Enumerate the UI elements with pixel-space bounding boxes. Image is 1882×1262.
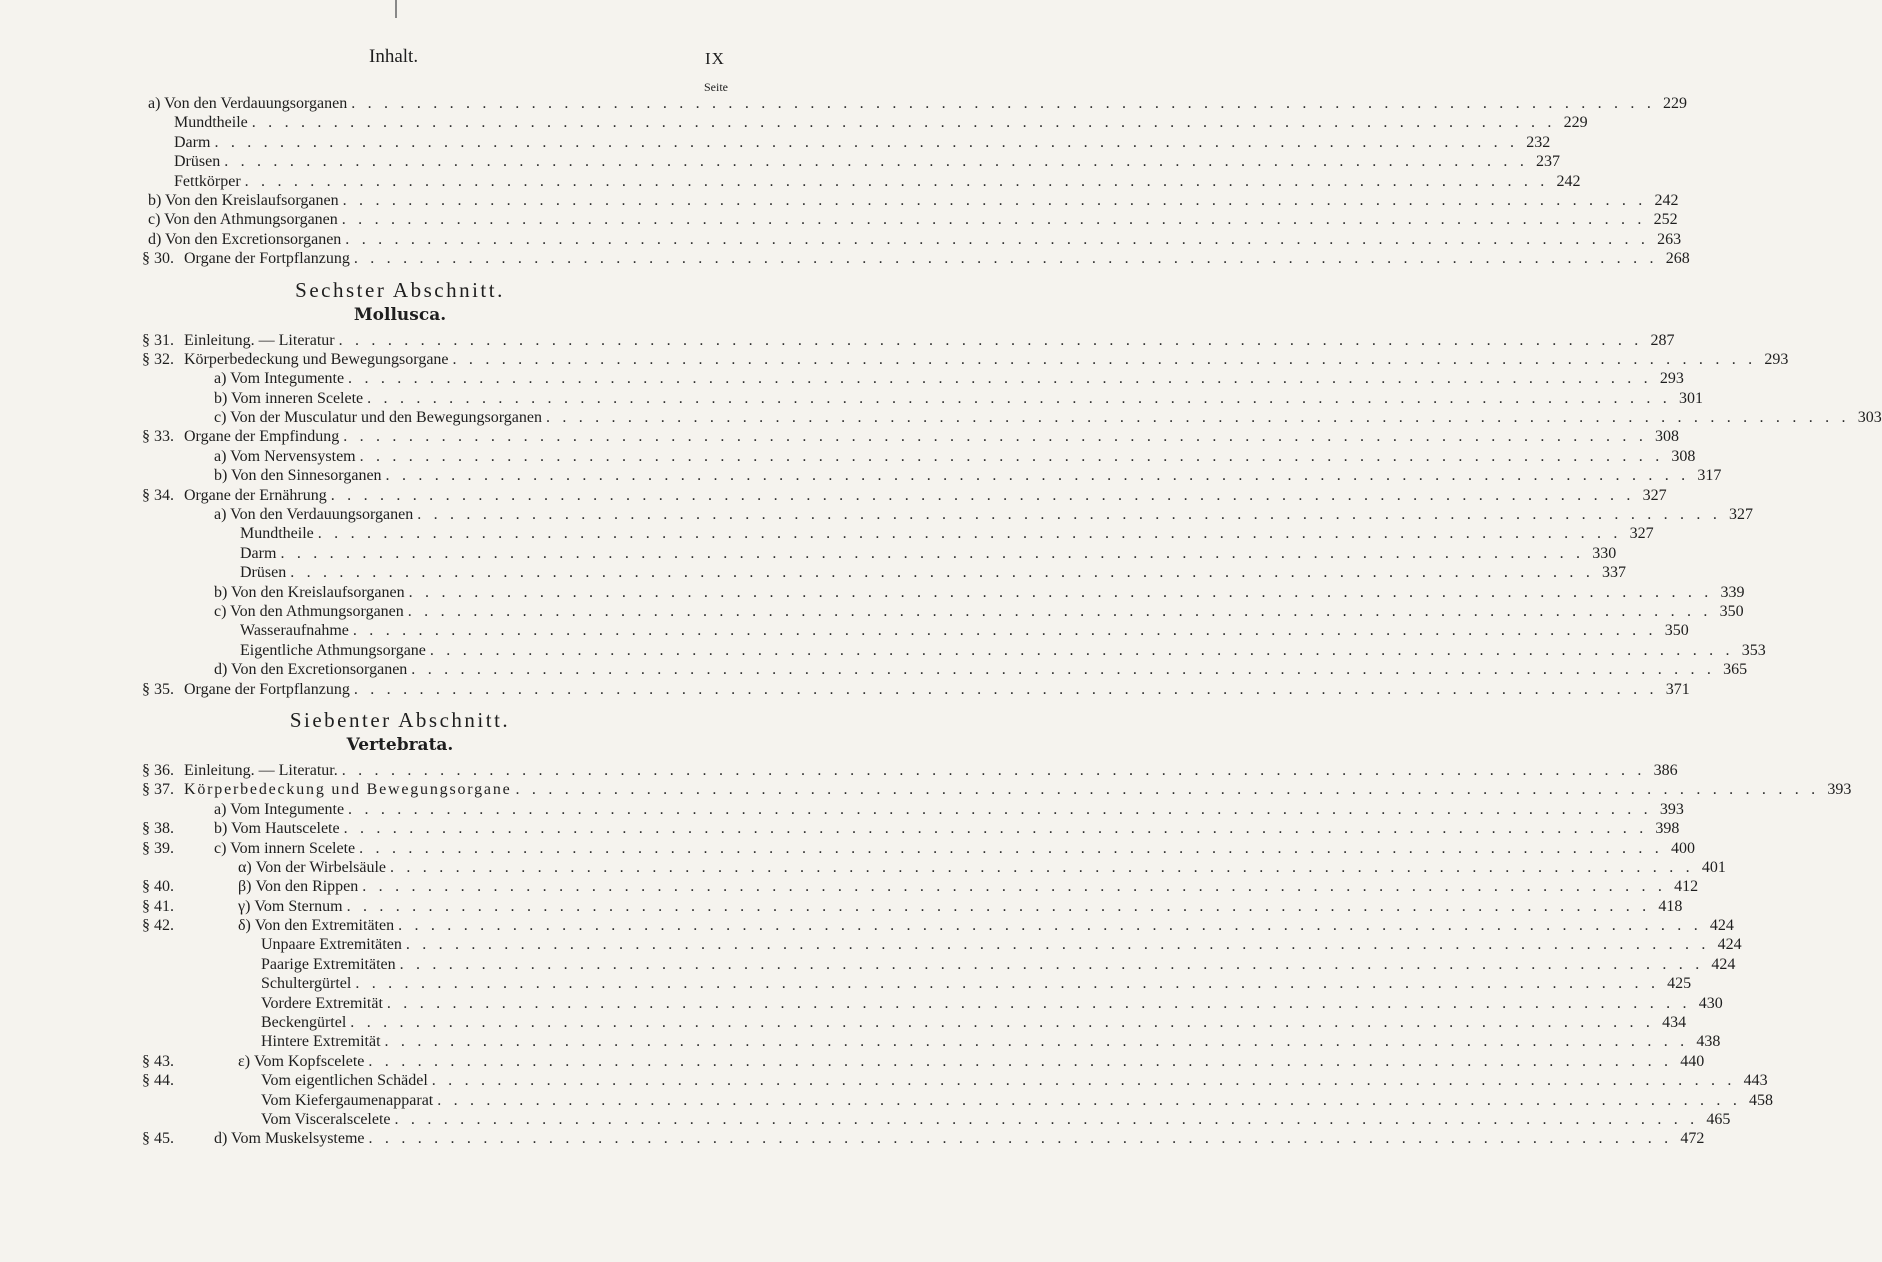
entry-page-number: 308 (1655, 428, 1680, 446)
entry-title: Schultergürtel (261, 975, 352, 993)
toc-entry (0, 389, 1703, 408)
dot-leader: . . . . . . . . . . . . . . . . . . . . . . . . . . . . . . . . . . . . . . . . . . . . . . . . . . . . . . . . . . . . . . . . . . . . . . . . . . . . . . . . (399, 955, 1704, 973)
toc-entry (0, 505, 1754, 524)
entry-title: δ) Von den Extremitäten (238, 917, 395, 935)
toc-entry (0, 466, 1722, 485)
dot-leader: . . . . . . . . . . . . . . . . . . . . . . . . . . . . . . . . . . . . . . . . . . . . . . . . . . . . . . . . . . . . . . . . . . . . . . . . . . . . . . . . (343, 820, 1648, 838)
entry-page-number: 465 (1706, 1110, 1731, 1128)
entry-line (174, 172, 1581, 191)
entry-page-number: 327 (1729, 506, 1754, 524)
entry-title: Drüsen (174, 153, 221, 171)
dot-leader: . . . . . . . . . . . . . . . . . . . . . . . . . . . . . . . . . . . . . . . . . . . . . . . . . . . . . . . . . . . . . . . . . . . . . . . . . . . . . . . . (398, 917, 1702, 935)
entry-title: Beckengürtel (261, 1014, 347, 1032)
toc-entry (0, 583, 1745, 602)
entry-line (214, 466, 1722, 485)
entry-line (238, 916, 1734, 935)
dot-leader: . . . . . . . . . . . . . . . . . . . . . . . . . . . . . . . . . . . . . . . . . . . . . . . . . . . . . . . . . . . . . . . . . . . . . . . . . . . . . . . . (290, 564, 1595, 582)
toc-entry (0, 210, 1678, 229)
entry-line (148, 230, 1682, 249)
toc-entry (0, 955, 1736, 974)
entry-page-number: 458 (1749, 1091, 1774, 1109)
entry-title: Wasseraufnahme (240, 622, 349, 640)
dot-leader: . . . . . . . . . . . . . . . . . . . . . . . . . . . . . . . . . . . . . . . . . . . . . . . . . . . . . . . . . . . . . . . . . . . . . . . . . . . . . . . . (431, 1072, 1736, 1090)
dot-leader: . . . . . . . . . . . . . . . . . . . . . . . . . . . . . . . . . . . . . . . . . . . . . . . . . . . . . . . . . . . . . . . . . . . . . . . . . . . . . . . . (368, 1130, 1673, 1148)
entry-page-number: 424 (1711, 955, 1736, 973)
entry-line (214, 408, 1882, 427)
page-title: Inhalt. (369, 46, 419, 67)
entry-page-number: 350 (1719, 602, 1744, 620)
entry-page-number: 263 (1657, 230, 1682, 248)
entry-page-number: 293 (1659, 370, 1684, 388)
entry-line (214, 369, 1684, 388)
entry-title: Mundtheile (174, 114, 248, 132)
entry-page-number: 424 (1709, 917, 1734, 935)
dot-leader: . . . . . . . . . . . . . . . . . . . . . . . . . . . . . . . . . . . . . . . . . . . . . . . . . . . . . . . . . . . . . . . . . . . . . . . . . . . . . . . . (390, 858, 1694, 876)
section-number: § 30. (142, 250, 174, 268)
seite-column-label: Seite (704, 80, 728, 94)
section-number: § 37. (142, 781, 174, 799)
toc-entry (0, 544, 1617, 563)
toc-entry (0, 780, 1852, 799)
entry-title: a) Von den Verdauungsorganen (148, 95, 348, 112)
toc-entry (0, 133, 1551, 152)
toc-entry (0, 1110, 1731, 1129)
section-heading: Sechster Abschnitt. (295, 277, 505, 302)
dot-leader: . . . . . . . . . . . . . . . . . . . . . . . . . . . . . . . . . . . . . . . . . . . . . . . . . . . . . . . . . . . . . . . . . . . . . . . . . . . . . . . . (411, 661, 1716, 679)
entry-line (184, 427, 1680, 446)
dot-leader: . . . . . . . . . . . . . . . . . . . . . . . . . . . . . . . . . . . . . . . . . . . . . . . . . . . . . . . . . . . . . . . . . . . . . . . . . . . . . . . . (343, 428, 1648, 446)
entry-line (214, 602, 1744, 621)
dot-leader: . . . . . . . . . . . . . . . . . . . . . . . . . . . . . . . . . . . . . . . . . . . . . . . . . . . . . . . . . . . . . . . . . . . . . . . . . . . . . . . . (350, 1014, 1655, 1032)
entry-page-number: 229 (1663, 95, 1688, 112)
dot-leader: . . . . . . . . . . . . . . . . . . . . . . . . . . . . . . . . . . . . . . . . . . . . . . . . . . . . . . . . . . . . . . . . . . . . . . . . . . . . . . . . (317, 525, 1622, 543)
entry-line (184, 680, 1690, 699)
entry-page-number: 424 (1717, 936, 1742, 954)
toc-entry (0, 1091, 1774, 1110)
entry-title: c) Vom innern Scelete (214, 839, 356, 857)
dot-leader: . . . . . . . . . . . . . . . . . . . . . . . . . . . . . . . . . . . . . . . . . . . . . . . . . . . . . . . . . . . . . . . . . . . . . . . . . . . . . . . . (384, 1033, 1689, 1051)
dot-leader: . . . . . . . . . . . . . . . . . . . . . . . . . . . . . . . . . . . . . . . . . . . . . . . . . . . . . . . . . . . . . . . . . . . . . . . . . . . . . . . . (355, 975, 1660, 993)
dot-leader: . . . . . . . . . . . . . . . . . . . . . . . . . . . . . . . . . . . . . . . . . . . . . . . . . . . . . . . . . . . . . . . . . . . . . . . . . . . . . . . . (352, 622, 1657, 640)
entry-title: Vom eigentlichen Schädel (261, 1072, 428, 1090)
section-subheading: Vertebrata. (346, 734, 454, 755)
entry-page-number: 418 (1658, 897, 1683, 915)
entry-line (240, 563, 1627, 582)
entry-line (214, 583, 1745, 602)
toc-entry (0, 621, 1689, 640)
toc-entry (0, 839, 1695, 858)
entry-line (214, 447, 1696, 466)
entry-line (261, 1032, 1721, 1051)
entry-line (148, 210, 1678, 229)
dot-leader: . . . . . . . . . . . . . . . . . . . . . . . . . . . . . . . . . . . . . . . . . . . . . . . . . . . . . . . . . . . . . . . . . . . . . . . . . . . . . . . . (280, 544, 1585, 562)
toc-entry (0, 408, 1882, 427)
entry-title: b) Vom Hautscelete (214, 820, 340, 838)
toc-entry (0, 427, 1680, 446)
entry-title: Vordere Extremität (261, 994, 383, 1012)
toc-entry (0, 249, 1690, 268)
toc-entry (0, 1071, 1768, 1090)
dot-leader: . . . . . . . . . . . . . . . . . . . . . . . . . . . . . . . . . . . . . . . . . . . . . . . . . . . . . . . . . . . . . . . . . . . . . . . . . . . . . . . . (351, 95, 1656, 112)
entry-page-number: 242 (1556, 172, 1581, 190)
page-number: IX (705, 49, 725, 68)
section-number: § 33. (142, 428, 174, 446)
dot-leader: . . . . . . . . . . . . . . . . . . . . . . . . . . . . . . . . . . . . . . . . . . . . . . . . . . . . . . . . . . . . . . . . . . . . . . . . . . . . . . . . (386, 994, 1691, 1012)
section-number: § 38. (142, 820, 174, 838)
entry-title: Vom Kiefergaumenapparat (261, 1091, 434, 1109)
section-number: § 35. (142, 680, 174, 698)
section-heading: Siebenter Abschnitt. (289, 707, 511, 732)
entry-title: Mundtheile (240, 525, 314, 543)
dot-leader: . . . . . . . . . . . . . . . . . . . . . . . . . . . . . . . . . . . . . . . . . . . . . . . . . . . . . . . . . . . . . . . . . . . . . . . . . . . . . . . . (407, 602, 1712, 620)
entry-title: Paarige Extremitäten (261, 955, 396, 973)
toc-entry (0, 113, 1588, 132)
dot-leader: . . . . . . . . . . . . . . . . . . . . . . . . . . . . . . . . . . . . . . . . . . . . . . . . . . . . . . . . . . . . . . . . . . . . . . . . . . . . . . . . (214, 133, 1519, 151)
toc-entry (0, 680, 1690, 699)
toc-entry (0, 877, 1699, 896)
entry-line (214, 660, 1748, 679)
dot-leader: . . . . . . . . . . . . . . . . . . . . . . . . . . . . . . . . . . . . . . . . . . . . . . . . . . . . . . . . . . . . . . . . . . . . . . . . . . . . . . . . (417, 506, 1722, 524)
entry-title: Darm (174, 133, 211, 151)
entry-title: a) Vom Nervensystem (214, 447, 356, 465)
entry-page-number: 440 (1680, 1052, 1705, 1070)
toc-entry (0, 191, 1679, 210)
entry-line (238, 1052, 1705, 1071)
entry-title: β) Von den Rippen (238, 878, 359, 896)
entry-line (214, 800, 1684, 819)
dot-leader: . . . . . . . . . . . . . . . . . . . . . . . . . . . . . . . . . . . . . . . . . . . . . . . . . . . . . . . . . . . . . . . . . . . . . . . . . . . . . . . . (437, 1091, 1742, 1109)
entry-page-number: 229 (1563, 114, 1588, 132)
section-number: § 42. (142, 917, 174, 935)
toc-entry (0, 1129, 1705, 1148)
entry-title: Vom Visceralscelete (261, 1110, 391, 1128)
entry-line (184, 486, 1667, 505)
section-subheading: Mollusca. (353, 304, 447, 325)
entry-title: ε) Vom Kopfscelete (238, 1052, 365, 1070)
section-number: § 41. (142, 897, 174, 915)
entry-page-number: 412 (1674, 878, 1699, 896)
entry-page-number: 237 (1536, 153, 1561, 171)
entry-page-number: 317 (1697, 467, 1722, 485)
toc-entry (0, 897, 1683, 916)
entry-page-number: 242 (1654, 191, 1679, 209)
dot-leader: . . . . . . . . . . . . . . . . . . . . . . . . . . . . . . . . . . . . . . . . . . . . . . . . . . . . . . . . . . . . . . . . . . . . . . . . . . . . . . . . (353, 250, 1658, 268)
dot-leader: . . . . . . . . . . . . . . . . . . . . . . . . . . . . . . . . . . . . . . . . . . . . . . . . . . . . . . . . . . . . . . . . . . . . . . . . . . . . . . . . (345, 230, 1650, 248)
toc-entry (0, 152, 1561, 171)
entry-title: Körperbedeckung und Bewegungsorgane (184, 350, 449, 368)
entry-page-number: 425 (1667, 975, 1692, 993)
toc-entry (0, 447, 1696, 466)
entry-page-number: 339 (1720, 583, 1745, 601)
entry-line (214, 1129, 1705, 1148)
entry-line (214, 839, 1695, 858)
entry-title: Organe der Fortpflanzung (184, 250, 350, 268)
toc-entry (0, 819, 1680, 838)
dot-leader: . . . . . . . . . . . . . . . . . . . . . . . . . . . . . . . . . . . . . . . . . . . . . . . . . . . . . . . . . . . . . . . . . . . . . . . . . . . . . . . . (330, 486, 1635, 504)
dot-leader: . . . . . . . . . . . . . . . . . . . . . . . . . . . . . . . . . . . . . . . . . . . . . . . . . . . . . . . . . . . . . . . . . . . . . . . . . . . . . . . . (224, 153, 1529, 171)
dot-leader: . . . . . . . . . . . . . . . . . . . . . . . . . . . . . . . . . . . . . . . . . . . . . . . . . . . . . . . . . . . . . . . . . . . . . . . . . . . . . . . . (515, 781, 1820, 799)
entry-title: Fettkörper (174, 172, 241, 190)
section-number: § 34. (142, 486, 174, 504)
dot-leader: . . . . . . . . . . . . . . . . . . . . . . . . . . . . . . . . . . . . . . . . . . . . . . . . . . . . . . . . . . . . . . . . . . . . . . . . . . . . . . . . (348, 370, 1652, 388)
entry-title: Organe der Empfindung (184, 428, 340, 446)
entry-title: Organe der Fortpflanzung (184, 680, 350, 698)
entry-page-number: 386 (1653, 761, 1678, 779)
dot-leader: . . . . . . . . . . . . . . . . . . . . . . . . . . . . . . . . . . . . . . . . . . . . . . . . . . . . . . . . . . . . . . . . . . . . . . . . . . . . . . . . (244, 172, 1549, 190)
toc-entry (0, 172, 1581, 191)
toc-entry (0, 331, 1675, 350)
entry-line (261, 994, 1723, 1013)
entry-title: a) Von den Verdauungsorganen (214, 506, 414, 524)
dot-leader: . . . . . . . . . . . . . . . . . . . . . . . . . . . . . . . . . . . . . . . . . . . . . . . . . . . . . . . . . . . . . . . . . . . . . . . . . . . . . . . . (338, 331, 1643, 349)
dot-leader: . . . . . . . . . . . . . . . . . . . . . . . . . . . . . . . . . . . . . . . . . . . . . . . . . . . . . . . . . . . . . . . . . . . . . . . . . . . . . . . . (394, 1110, 1699, 1128)
entry-title: Körperbedeckung und Bewegungsorgane (184, 781, 512, 799)
entry-title: Drüsen (240, 564, 287, 582)
toc-entry (0, 994, 1723, 1013)
entry-line (174, 133, 1551, 152)
entry-title: Organe der Ernährung (184, 486, 327, 504)
entry-line (214, 505, 1754, 524)
section-number: § 36. (142, 761, 174, 779)
section-number: § 40. (142, 878, 174, 896)
entry-line (240, 641, 1766, 660)
toc-entry (0, 916, 1734, 935)
entry-line (261, 1110, 1731, 1129)
dot-leader: . . . . . . . . . . . . . . . . . . . . . . . . . . . . . . . . . . . . . . . . . . . . . . . . . . . . . . . . . . . . . . . . . . . . . . . . . . . . . . . . (341, 761, 1646, 779)
entry-page-number: 327 (1629, 525, 1654, 543)
dot-leader: . . . . . . . . . . . . . . . . . . . . . . . . . . . . . . . . . . . . . . . . . . . . . . . . . . . . . . . . . . . . . . . . . . . . . . . . . . . . . . . . (429, 641, 1734, 659)
entry-title: Einleitung. — Literatur. (184, 761, 338, 779)
entry-line (214, 819, 1680, 838)
toc-entry (0, 761, 1678, 780)
entry-line (240, 544, 1617, 563)
entry-title: b) Von den Kreislaufsorganen (148, 191, 339, 209)
entry-page-number: 371 (1665, 680, 1690, 698)
toc-entry (0, 800, 1684, 819)
section-number: § 44. (142, 1072, 174, 1090)
entry-title: b) Von den Kreislaufsorganen (214, 583, 405, 601)
dot-leader: . . . . . . . . . . . . . . . . . . . . . . . . . . . . . . . . . . . . . . . . . . . . . . . . . . . . . . . . . . . . . . . . . . . . . . . . . . . . . . . . (251, 114, 1556, 132)
entry-page-number: 434 (1662, 1014, 1687, 1032)
table-of-contents (0, 94, 1882, 1149)
entry-line (174, 152, 1561, 171)
entry-page-number: 365 (1723, 661, 1748, 679)
toc-entry (0, 1052, 1705, 1071)
entry-page-number: 287 (1650, 331, 1675, 349)
entry-page-number: 430 (1698, 994, 1723, 1012)
entry-title: a) Vom Integumente (214, 370, 345, 388)
entry-line (261, 1071, 1768, 1090)
entry-page-number: 293 (1764, 350, 1789, 368)
entry-line (184, 780, 1852, 799)
entry-title: α) Von der Wirbelsäule (238, 858, 386, 876)
dot-leader: . . . . . . . . . . . . . . . . . . . . . . . . . . . . . . . . . . . . . . . . . . . . . . . . . . . . . . . . . . . . . . . . . . . . . . . . . . . . . . . . (359, 839, 1663, 857)
entry-line (261, 1091, 1774, 1110)
dot-leader: . . . . . . . . . . . . . . . . . . . . . . . . . . . . . . . . . . . . . . . . . . . . . . . . . . . . . . . . . . . . . . . . . . . . . . . . . . . . . . . . (353, 680, 1658, 698)
entry-line (261, 955, 1736, 974)
toc-entry (0, 1013, 1687, 1032)
entry-line (148, 191, 1679, 210)
entry-title: Eigentliche Athmungsorgane (240, 641, 426, 659)
dot-leader: . . . . . . . . . . . . . . . . . . . . . . . . . . . . . . . . . . . . . . . . . . . . . . . . . . . . . . . . . . . . . . . . . . . . . . . . . . . . . . . . (367, 389, 1671, 407)
entry-title: d) Vom Muskelsysteme (214, 1130, 365, 1148)
entry-line (261, 935, 1742, 954)
toc-entry (0, 641, 1766, 660)
entry-line (238, 897, 1683, 916)
dot-leader: . . . . . . . . . . . . . . . . . . . . . . . . . . . . . . . . . . . . . . . . . . . . . . . . . . . . . . . . . . . . . . . . . . . . . . . . . . . . . . . . (385, 467, 1690, 485)
entry-title: d) Von den Excretionsorganen (148, 230, 342, 248)
entry-page-number: 252 (1653, 211, 1678, 229)
entry-title: a) Vom Integumente (214, 800, 345, 818)
entry-title: γ) Vom Sternum (238, 897, 343, 915)
dot-leader: . . . . . . . . . . . . . . . . . . . . . . . . . . . . . . . . . . . . . . . . . . . . . . . . . . . . . . . . . . . . . . . . . . . . . . . . . . . . . . . . (452, 350, 1757, 368)
entry-page-number: 301 (1678, 389, 1703, 407)
toc-entry (0, 935, 1742, 954)
toc-entry (0, 350, 1789, 369)
toc-entry (0, 974, 1692, 993)
entry-title: b) Von den Sinnesorganen (214, 467, 382, 485)
entry-title: Unpaare Extremitäten (261, 936, 402, 954)
section-number: § 32. (142, 350, 174, 368)
entry-line (148, 94, 1688, 113)
entry-line (240, 621, 1689, 640)
entry-page-number: 401 (1701, 858, 1726, 876)
entry-line (184, 331, 1675, 350)
entry-line (184, 350, 1789, 369)
section-number: § 31. (142, 331, 174, 349)
margin-mark (395, 0, 397, 18)
toc-entry (0, 602, 1744, 621)
toc-entry (0, 369, 1684, 388)
entry-page-number: 472 (1680, 1130, 1705, 1148)
dot-leader: . . . . . . . . . . . . . . . . . . . . . . . . . . . . . . . . . . . . . . . . . . . . . . . . . . . . . . . . . . . . . . . . . . . . . . . . . . . . . . . . (341, 211, 1646, 229)
entry-page-number: 393 (1659, 800, 1684, 818)
entry-page-number: 443 (1743, 1072, 1768, 1090)
entry-title: c) Von der Musculatur und den Bewegungsorganen (214, 409, 542, 427)
toc-entry (0, 524, 1654, 543)
entry-line (261, 1013, 1687, 1032)
entry-title: c) Von den Athmungsorganen (148, 211, 338, 229)
entry-title: c) Von den Athmungsorganen (214, 602, 404, 620)
entry-line (174, 113, 1588, 132)
section-number: § 43. (142, 1052, 174, 1070)
entry-page-number: 337 (1602, 564, 1627, 582)
entry-line (240, 524, 1654, 543)
toc-entry (0, 858, 1726, 877)
toc-entry (0, 230, 1682, 249)
dot-leader: . . . . . . . . . . . . . . . . . . . . . . . . . . . . . . . . . . . . . . . . . . . . . . . . . . . . . . . . . . . . . . . . . . . . . . . . . . . . . . . . (348, 800, 1652, 818)
toc-entry (0, 1032, 1721, 1051)
dot-leader: . . . . . . . . . . . . . . . . . . . . . . . . . . . . . . . . . . . . . . . . . . . . . . . . . . . . . . . . . . . . . . . . . . . . . . . . . . . . . . . . (359, 447, 1664, 465)
dot-leader: . . . . . . . . . . . . . . . . . . . . . . . . . . . . . . . . . . . . . . . . . . . . . . . . . . . . . . . . . . . . . . . . . . . . . . . . . . . . . . . . (368, 1052, 1673, 1070)
entry-line (184, 249, 1690, 268)
entry-line (261, 974, 1692, 993)
toc-entry (0, 486, 1667, 505)
entry-page-number: 438 (1696, 1033, 1721, 1051)
entry-page-number: 398 (1655, 820, 1680, 838)
toc-entry (0, 563, 1627, 582)
entry-page-number: 393 (1827, 781, 1852, 799)
section-number: § 45. (142, 1130, 174, 1148)
toc-entry (0, 94, 1688, 113)
page-header (0, 46, 800, 74)
entry-page-number: 303 (1857, 409, 1882, 427)
entry-title: Darm (240, 544, 277, 562)
dot-leader: . . . . . . . . . . . . . . . . . . . . . . . . . . . . . . . . . . . . . . . . . . . . . . . . . . . . . . . . . . . . . . . . . . . . . . . . . . . . . . . . (408, 583, 1713, 601)
entry-title: Hintere Extremität (261, 1033, 381, 1051)
toc-entry (0, 660, 1748, 679)
dot-leader: . . . . . . . . . . . . . . . . . . . . . . . . . . . . . . . . . . . . . . . . . . . . . . . . . . . . . . . . . . . . . . . . . . . . . . . . . . . . . . . . (342, 191, 1647, 209)
entry-line (238, 877, 1699, 896)
entry-line (238, 858, 1726, 877)
entry-page-number: 350 (1664, 622, 1689, 640)
entry-page-number: 308 (1671, 447, 1696, 465)
entry-page-number: 268 (1665, 250, 1690, 268)
entry-title: d) Von den Excretionsorganen (214, 661, 408, 679)
dot-leader: . . . . . . . . . . . . . . . . . . . . . . . . . . . . . . . . . . . . . . . . . . . . . . . . . . . . . . . . . . . . . . . . . . . . . . . . . . . . . . . . (545, 409, 1850, 427)
entry-page-number: 400 (1670, 839, 1695, 857)
entry-title: b) Vom inneren Scelete (214, 389, 364, 407)
entry-page-number: 327 (1642, 486, 1667, 504)
entry-line (184, 761, 1678, 780)
entry-line (214, 389, 1703, 408)
entry-page-number: 353 (1741, 641, 1766, 659)
section-number: § 39. (142, 839, 174, 857)
entry-title: Einleitung. — Literatur (184, 331, 335, 349)
entry-page-number: 232 (1526, 133, 1551, 151)
dot-leader: . . . . . . . . . . . . . . . . . . . . . . . . . . . . . . . . . . . . . . . . . . . . . . . . . . . . . . . . . . . . . . . . . . . . . . . . . . . . . . . . (362, 878, 1667, 896)
entry-page-number: 330 (1592, 544, 1617, 562)
dot-leader: . . . . . . . . . . . . . . . . . . . . . . . . . . . . . . . . . . . . . . . . . . . . . . . . . . . . . . . . . . . . . . . . . . . . . . . . . . . . . . . . (405, 936, 1710, 954)
dot-leader: . . . . . . . . . . . . . . . . . . . . . . . . . . . . . . . . . . . . . . . . . . . . . . . . . . . . . . . . . . . . . . . . . . . . . . . . . . . . . . . . (346, 897, 1651, 915)
